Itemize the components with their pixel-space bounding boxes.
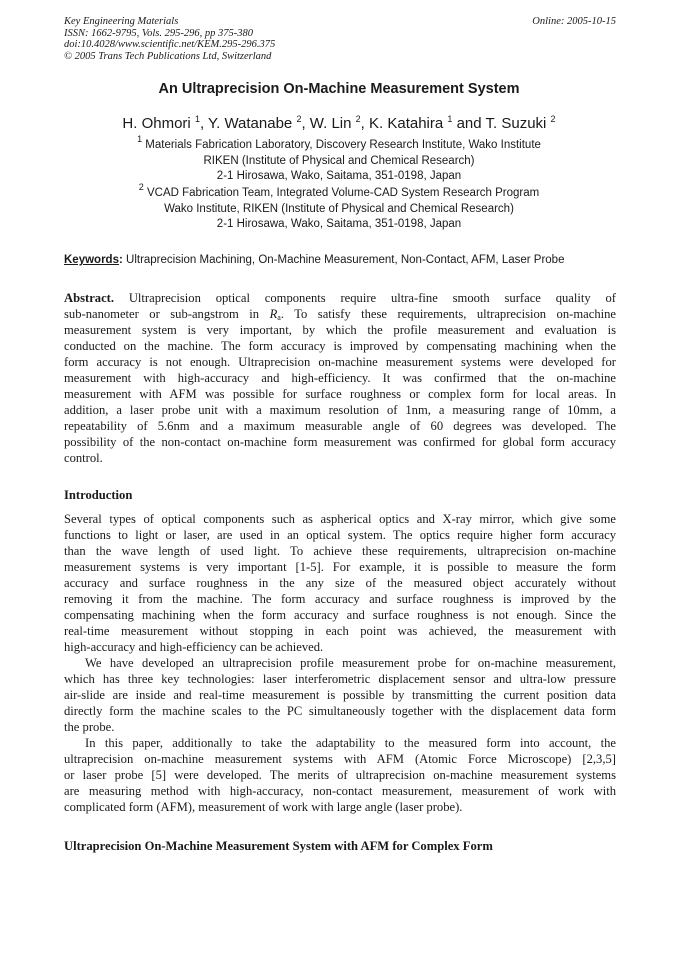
doi-line[interactable]: doi:10.4028/www.scientific.net/KEM.295-296.375 — [64, 39, 276, 50]
abstract-line: control. — [64, 451, 103, 465]
abstract-text: . To satisfy these requirements, ultraprecision on-machine — [280, 307, 616, 321]
keywords-text: Ultraprecision Machining, On-Machine Measurement, Non-Contact, AFM, Laser Probe — [122, 254, 565, 266]
author-affiliation-mark: 1 — [194, 114, 200, 124]
abstract-line: conducted on the machine. The form accuracy is improved by compensating machining when the — [64, 339, 616, 353]
keywords-label: Keywords — [64, 254, 119, 266]
author-list — [0, 115, 678, 132]
author-and: and — [452, 115, 486, 132]
affiliation-number: 2 — [138, 182, 144, 192]
author-affiliation-mark: 2 — [296, 114, 302, 124]
intro-line: the probe. — [64, 720, 115, 734]
intro-line: air-slide are inside and real-time measurement is possible by transmitting the current position data — [64, 688, 616, 702]
affiliation-1 — [0, 134, 678, 185]
affiliation-text: Materials Fabrication Laboratory, Discovery Research Institute, Wako Institute — [145, 139, 541, 151]
abstract-line: repeatability of 5.6nm and a maximum measurable angle of 60 degrees was developed. The — [64, 419, 616, 433]
abstract-line: measurement with AFM was possible for surface roughness or complex form for local areas. In — [64, 387, 616, 401]
keywords-colon: : — [118, 254, 123, 266]
intro-line: than the wave length of used light. To achieve these requirements, ultraprecision on-machine — [64, 544, 616, 558]
abstract-line: form accuracy is not enough. Ultraprecision on-machine measurement systems were developed for — [64, 355, 616, 369]
author-name: W. Lin — [309, 115, 352, 132]
abstract-line — [64, 290, 616, 306]
journal-name: Key Engineering Materials — [64, 16, 179, 27]
intro-line: Several types of optical components such as aspherical optics and X-ray mirror, which give some — [64, 512, 616, 526]
section-heading-afm: Ultraprecision On-Machine Measurement System with AFM for Complex Form — [64, 839, 493, 853]
keywords — [64, 254, 616, 266]
author-name: T. Suzuki — [485, 115, 547, 132]
running-header — [64, 16, 616, 62]
abstract-line — [64, 306, 616, 322]
intro-line: removing it from the machine. The form accuracy and surface roughness is improved by the — [64, 592, 616, 606]
copyright-line: © 2005 Trans Tech Publications Ltd, Switzerland — [64, 50, 272, 62]
affiliation-2 — [0, 182, 678, 233]
author-name: K. Katahira — [369, 115, 444, 132]
issn-line: ISSN: 1662-9795, Vols. 295-296, pp 375-380 — [64, 27, 253, 39]
abstract-label: Abstract. — [64, 291, 115, 305]
intro-line: ultraprecision on-machine measurement systems with AFM (Atomic Force Microscope) [2,3,5] — [64, 752, 616, 766]
affiliation-line: RIKEN (Institute of Physical and Chemical Research) — [203, 154, 475, 167]
abstract — [64, 290, 616, 466]
affiliation-line: 2-1 Hirosawa, Wako, Saitama, 351-0198, Japan — [216, 170, 462, 182]
intro-line: In this paper, additionally to take the adaptability to the measured form into account, the — [85, 736, 616, 750]
intro-line: complicated form (AFM), measurement of work with large angle (laser probe). — [64, 800, 463, 814]
intro-line: accuracy and surface roughness in the any size of the measured object accurately without — [64, 576, 616, 590]
intro-line: are measuring method with high-accuracy, non-contact measurement, measurement of work with — [64, 784, 616, 798]
intro-line: which has three key technologies: laser interferometric displacement sensor and ultra-low pressure — [64, 672, 616, 686]
roughness-subscript: a — [277, 313, 281, 322]
abstract-line: possibility of the non-contact on-machine form measurement was confirmed for global form accuracy — [64, 435, 616, 449]
affiliation-line: Wako Institute, RIKEN (Institute of Physical and Chemical Research) — [164, 202, 514, 215]
author-separator: , — [360, 115, 370, 132]
author-separator: , — [301, 115, 310, 132]
author-separator: , — [199, 115, 209, 132]
roughness-symbol: R — [269, 307, 278, 321]
affiliation-line — [0, 182, 678, 202]
paper-title: An Ultraprecision On-Machine Measurement System — [158, 81, 520, 97]
author-name: H. Ohmori — [122, 115, 191, 132]
abstract-text: Ultraprecision optical components require ultra-fine smooth surface quality of — [114, 291, 616, 305]
intro-line: directly form the machine scales to the PC simultaneously together with the displacement data form — [64, 704, 616, 718]
affiliation-line: 2-1 Hirosawa, Wako, Saitama, 351-0198, Japan — [216, 218, 462, 230]
intro-line: high-accuracy and high-efficiency can be achieved. — [64, 640, 324, 654]
affiliation-number: 1 — [137, 134, 143, 144]
introduction-body — [64, 511, 616, 815]
online-date: Online: 2005-10-15 — [532, 16, 616, 27]
intro-line: functions to light or laser, are used in an optical system. The optics require higher form accuracy — [64, 528, 616, 542]
abstract-line: measurement system is very important, by which the profile measurement and evaluation is — [64, 323, 616, 337]
section-heading-introduction: Introduction — [64, 488, 133, 502]
affiliation-text: VCAD Fabrication Team, Integrated Volume-CAD System Research Program — [146, 187, 540, 199]
author-name: Y. Watanabe — [208, 115, 293, 132]
intro-line: measurement systems is very important [1-5]. For example, it is possible to measure the form — [64, 560, 616, 574]
abstract-line: measurement with high-accuracy and high-efficiency. It was confirmed that the on-machine — [64, 371, 616, 385]
affiliation-line — [0, 134, 678, 154]
author-affiliation-mark: 2 — [355, 114, 361, 124]
abstract-text: sub-nanometer or sub-angstrom in — [64, 307, 270, 321]
author-affiliation-mark: 1 — [447, 114, 453, 124]
author-affiliation-mark: 2 — [550, 114, 556, 124]
abstract-line: addition, a laser probe unit with a maximum resolution of 1nm, a measuring range of 10mm, a — [64, 403, 616, 417]
intro-line: real-time measurement without stopping in each point was achieved, the measurement with — [64, 624, 616, 638]
intro-line: We have developed an ultraprecision profile measurement probe for on-machine measurement, — [85, 656, 616, 670]
intro-line: compensating machining when the form accuracy and surface roughness is not enough. Since the — [64, 608, 616, 622]
intro-line: or laser probe [5] were developed. The merits of ultraprecision on-machine measurement systems — [64, 768, 616, 782]
